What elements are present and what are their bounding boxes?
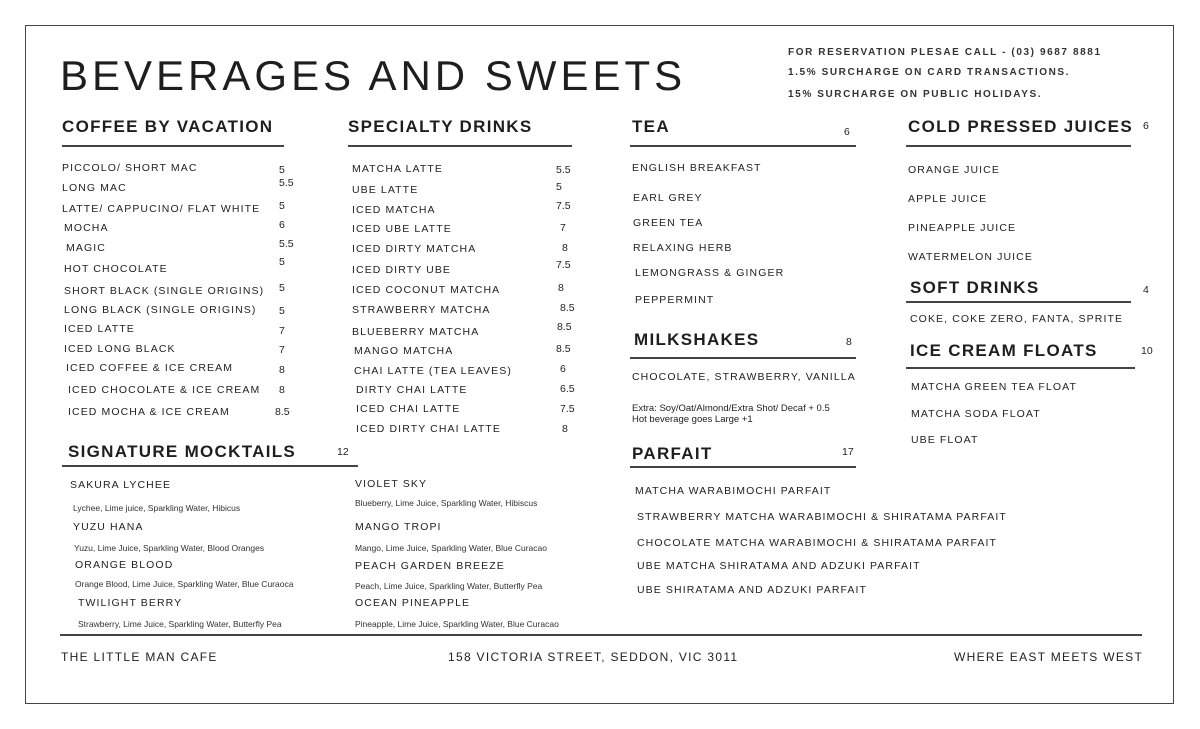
menu-item: ORANGE JUICE: [908, 164, 1000, 176]
juices-section-title: COLD PRESSED JUICES: [908, 117, 1133, 136]
large-note: Hot beverage goes Large +1: [632, 414, 753, 425]
item-price: 5: [279, 282, 285, 294]
reservation-notice: FOR RESERVATION PLESAE CALL - (03) 9687 8881: [788, 47, 1102, 58]
menu-item: DIRTY CHAI LATTE: [356, 384, 468, 396]
juices-price: 6: [1143, 120, 1149, 132]
item-price: 7: [279, 344, 285, 356]
item-price: 5.5: [556, 164, 571, 176]
menu-item: UBE FLOAT: [911, 434, 979, 446]
menu-item: STRAWBERRY MATCHA WARABIMOCHI & SHIRATAMA PARFAIT: [637, 511, 1007, 523]
menu-item: EARL GREY: [633, 192, 703, 204]
mocktail-ingredients: Blueberry, Lime Juice, Sparkling Water, Hibiscus: [355, 498, 538, 508]
item-price: 5: [279, 256, 285, 268]
item-price: 8: [558, 282, 564, 294]
specialty-section-title: SPECIALTY DRINKS: [348, 117, 533, 136]
item-price: 8: [562, 242, 568, 254]
item-price: 7.5: [560, 403, 575, 415]
menu-item: LONG BLACK (SINGLE ORIGINS): [64, 304, 257, 316]
cafe-name: THE LITTLE MAN CAFE: [61, 650, 218, 664]
milkshakes-price: 8: [846, 336, 852, 348]
mocktail-name: TWILIGHT BERRY: [78, 597, 183, 609]
mocktails-section-title: SIGNATURE MOCKTAILS: [68, 442, 297, 461]
soft-drinks-section-title: SOFT DRINKS: [910, 278, 1040, 297]
item-price: 8.5: [557, 321, 572, 333]
extras-note: Extra: Soy/Oat/Almond/Extra Shot/ Decaf + 0.5: [632, 403, 830, 414]
mocktail-ingredients: Strawberry, Lime Juice, Sparkling Water, Butterfly Pea: [78, 619, 282, 629]
menu-item: GREEN TEA: [633, 217, 704, 229]
menu-item: PICCOLO/ SHORT MAC: [62, 162, 198, 174]
menu-item: ICED MOCHA & ICE CREAM: [68, 406, 230, 418]
item-price: 5: [279, 164, 285, 176]
menu-item: CHAI LATTE (TEA LEAVES): [354, 365, 512, 377]
mocktail-name: MANGO TROPI: [355, 521, 442, 533]
parfait-section-title: PARFAIT: [632, 444, 713, 463]
cafe-address: 158 VICTORIA STREET, SEDDON, VIC 3011: [448, 650, 739, 664]
mocktail-ingredients: Mango, Lime Juice, Sparkling Water, Blue Curacao: [355, 543, 547, 553]
mocktail-name: OCEAN PINEAPPLE: [355, 597, 471, 609]
menu-item: ICED COCONUT MATCHA: [352, 284, 501, 296]
item-price: 8.5: [556, 343, 571, 355]
floats-divider: [906, 367, 1135, 369]
soft-drinks-divider: [906, 301, 1131, 303]
menu-item: ICED COFFEE & ICE CREAM: [66, 362, 234, 374]
item-price: 5: [279, 200, 285, 212]
item-price: 5: [279, 305, 285, 317]
milkshakes-section-title: MILKSHAKES: [634, 330, 760, 349]
menu-item: APPLE JUICE: [908, 193, 988, 205]
parfait-divider: [630, 466, 856, 468]
menu-item: ICED DIRTY UBE: [352, 264, 452, 276]
mocktail-ingredients: Orange Blood, Lime Juice, Sparkling Water, Blue Curaoca: [75, 579, 294, 589]
menu-item: UBE MATCHA SHIRATAMA AND ADZUKI PARFAIT: [637, 560, 921, 572]
coffee-divider: [62, 145, 284, 147]
milkshakes-divider: [630, 357, 856, 359]
menu-item: ICED CHOCOLATE & ICE CREAM: [68, 384, 261, 396]
item-price: 6.5: [560, 383, 575, 395]
menu-item: HOT CHOCOLATE: [64, 263, 168, 275]
item-price: 7: [279, 325, 285, 337]
holiday-surcharge-notice: 15% SURCHARGE ON PUBLIC HOLIDAYS.: [788, 89, 1043, 100]
card-surcharge-notice: 1.5% SURCHARGE ON CARD TRANSACTIONS.: [788, 67, 1071, 78]
menu-item: MANGO MATCHA: [354, 345, 454, 357]
menu-item: ICED CHAI LATTE: [356, 403, 461, 415]
menu-item: PINEAPPLE JUICE: [908, 222, 1017, 234]
menu-item: MAGIC: [66, 242, 106, 254]
menu-item: SHORT BLACK (SINGLE ORIGINS): [64, 285, 265, 297]
floats-section-title: ICE CREAM FLOATS: [910, 341, 1098, 360]
item-price: 8.5: [275, 406, 290, 418]
menu-item: WATERMELON JUICE: [908, 251, 1033, 263]
item-price: 5.5: [279, 177, 294, 189]
item-price: 5.5: [279, 238, 294, 250]
mocktail-ingredients: Pineapple, Lime Juice, Sparkling Water, Blue Curacao: [355, 619, 559, 629]
menu-item: RELAXING HERB: [633, 242, 733, 254]
soft-drinks-price: 4: [1143, 284, 1149, 296]
tea-divider: [630, 145, 856, 147]
menu-item: LEMONGRASS & GINGER: [635, 267, 785, 279]
item-price: 7.5: [556, 259, 571, 271]
item-price: 5: [556, 181, 562, 193]
mocktail-ingredients: Peach, Lime Juice, Sparkling Water, Butterfly Pea: [355, 581, 543, 591]
menu-item: PEPPERMINT: [635, 294, 715, 306]
menu-item: LONG MAC: [62, 182, 127, 194]
item-price: 6: [279, 219, 285, 231]
item-price: 7.5: [556, 200, 571, 212]
menu-item: ICED DIRTY MATCHA: [352, 243, 477, 255]
menu-item: MATCHA GREEN TEA FLOAT: [911, 381, 1077, 393]
cafe-tagline: WHERE EAST MEETS WEST: [954, 650, 1144, 664]
menu-item: MATCHA WARABIMOCHI PARFAIT: [635, 485, 832, 497]
menu-item: UBE SHIRATAMA AND ADZUKI PARFAIT: [637, 584, 868, 596]
menu-item: STRAWBERRY MATCHA: [352, 304, 491, 316]
milkshake-flavours: CHOCOLATE, STRAWBERRY, VANILLA: [632, 371, 856, 383]
menu-item: MOCHA: [64, 222, 109, 234]
item-price: 8: [562, 423, 568, 435]
item-price: 7: [560, 222, 566, 234]
menu-item: ICED MATCHA: [352, 204, 436, 216]
parfait-price: 17: [842, 446, 854, 458]
specialty-divider: [348, 145, 572, 147]
floats-price: 10: [1141, 345, 1153, 357]
mocktail-name: ORANGE BLOOD: [75, 559, 174, 571]
menu-item: UBE LATTE: [352, 184, 419, 196]
soft-drinks-list: COKE, COKE ZERO, FANTA, SPRITE: [910, 313, 1124, 325]
mocktail-name: SAKURA LYCHEE: [70, 479, 172, 491]
menu-item: MATCHA SODA FLOAT: [911, 408, 1041, 420]
page-title: BEVERAGES AND SWEETS: [60, 52, 687, 99]
menu-item: CHOCOLATE MATCHA WARABIMOCHI & SHIRATAMA PARFAIT: [637, 537, 998, 549]
item-price: 8: [279, 384, 285, 396]
item-price: 6: [560, 363, 566, 375]
mocktail-name: VIOLET SKY: [355, 478, 428, 490]
mocktails-price: 12: [337, 446, 349, 458]
mocktails-divider: [62, 465, 358, 467]
menu-item: ICED DIRTY CHAI LATTE: [356, 423, 502, 435]
mocktail-ingredients: Lychee, Lime juice, Sparkling Water, Hibicus: [73, 503, 241, 513]
menu-item: ICED LONG BLACK: [64, 343, 176, 355]
item-price: 8: [279, 364, 285, 376]
menu-item: ENGLISH BREAKFAST: [632, 162, 762, 174]
juices-divider: [906, 145, 1131, 147]
mocktail-name: YUZU HANA: [73, 521, 144, 533]
menu-item: ICED UBE LATTE: [352, 223, 452, 235]
item-price: 8.5: [560, 302, 575, 314]
tea-price: 6: [844, 126, 850, 138]
menu-item: BLUEBERRY MATCHA: [352, 326, 480, 338]
mocktail-ingredients: Yuzu, Lime Juice, Sparkling Water, Blood Oranges: [74, 543, 265, 553]
menu-item: LATTE/ CAPPUCINO/ FLAT WHITE: [62, 203, 261, 215]
coffee-section-title: COFFEE BY VACATION: [62, 117, 274, 136]
footer-divider: [60, 634, 1142, 636]
menu-item: MATCHA LATTE: [352, 163, 443, 175]
menu-item: ICED LATTE: [64, 323, 135, 335]
mocktail-name: PEACH GARDEN BREEZE: [355, 560, 505, 572]
tea-section-title: TEA: [632, 117, 670, 136]
